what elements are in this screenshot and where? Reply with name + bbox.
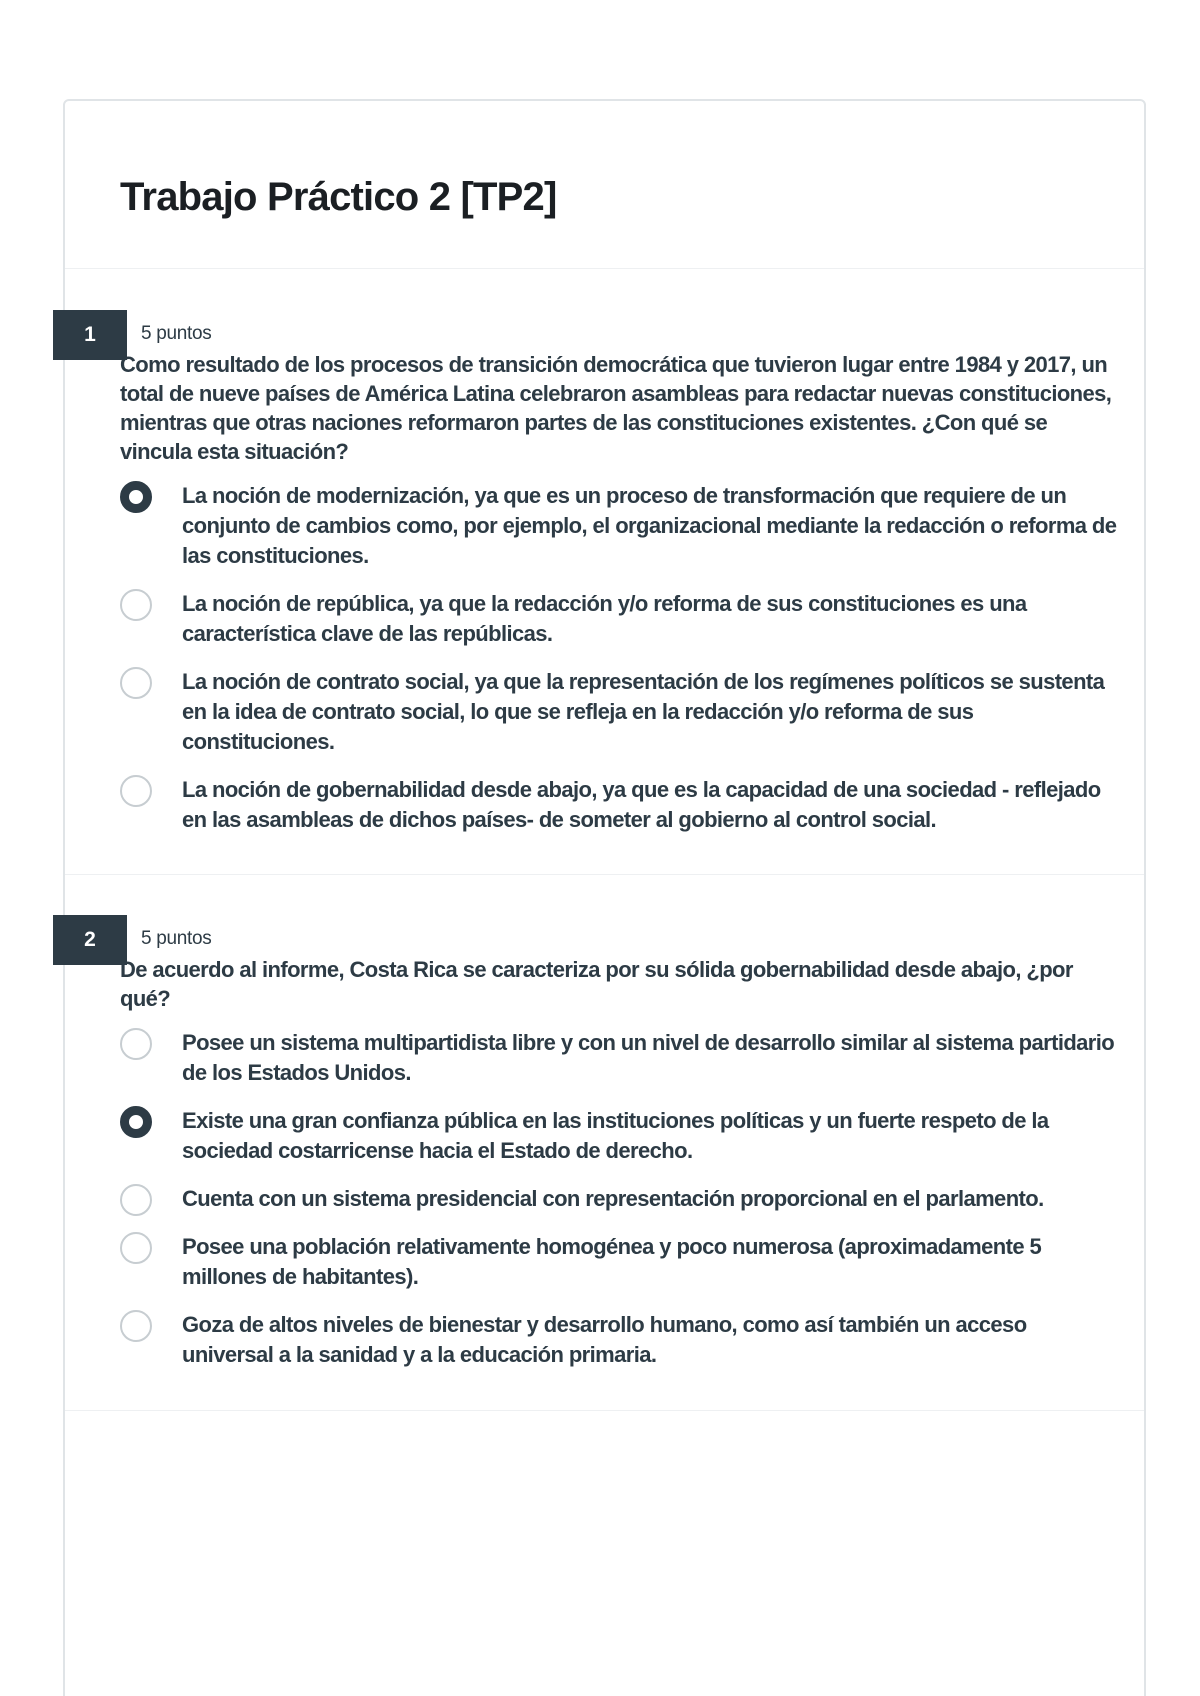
answer-list — [120, 481, 1120, 853]
question-text: De acuerdo al informe, Costa Rica se caracteriza por su sólida gobernabilidad desde abajo, ¿por qué? — [120, 957, 1073, 1011]
answer-text: La noción de república, ya que la redacción y/o reforma de sus constituciones es una característica clave de las repúblicas. — [182, 591, 1027, 646]
answer-option[interactable] — [120, 1232, 1120, 1292]
answer-option[interactable] — [120, 1028, 1120, 1088]
question-2 — [65, 875, 1144, 1411]
radio-button[interactable] — [120, 1310, 152, 1342]
answer-text: Posee una población relativamente homogénea y poco numerosa (aproximadamente 5 millones de habitantes). — [182, 1234, 1042, 1289]
radio-button[interactable] — [120, 1028, 152, 1060]
question-number-badge: 1 — [53, 310, 127, 360]
answer-text: Goza de altos niveles de bienestar y desarrollo humano, como así también un acceso universal a la sanidad y a la educación primaria. — [182, 1312, 1027, 1367]
answer-text: La noción de gobernabilidad desde abajo, ya que es la capacidad de una sociedad - reflejado en las asambleas de dichos países- de someter al gobierno al control social. — [182, 777, 1101, 832]
question-points: 5 puntos — [141, 323, 212, 344]
radio-button[interactable] — [120, 1184, 152, 1216]
question-number-badge: 2 — [53, 915, 127, 965]
question-text: Como resultado de los procesos de transición democrática que tuvieron lugar entre 1984 y 2017, un total de nueve países de América Latina celebraron asambleas para redactar nuevas constituciones, mientras que otras naciones reformaron partes de las constituciones existentes. ¿Con qué se vincula esta situación? — [120, 352, 1112, 464]
answer-list — [120, 1028, 1120, 1388]
radio-button[interactable] — [120, 589, 152, 621]
radio-button-selected[interactable] — [120, 481, 152, 513]
radio-button-selected[interactable] — [120, 1106, 152, 1138]
answer-option[interactable] — [120, 1310, 1120, 1370]
quiz-header — [65, 101, 1144, 269]
quiz-card — [63, 99, 1146, 1696]
answer-option[interactable] — [120, 589, 1120, 649]
question-1 — [65, 269, 1144, 875]
radio-button[interactable] — [120, 775, 152, 807]
quiz-title: Trabajo Práctico 2 [TP2] — [120, 175, 557, 219]
answer-option[interactable] — [120, 667, 1120, 757]
answer-text: Posee un sistema multipartidista libre y con un nivel de desarrollo similar al sistema partidario de los Estados Unidos. — [182, 1030, 1115, 1085]
radio-button[interactable] — [120, 1232, 152, 1264]
answer-text: Cuenta con un sistema presidencial con representación proporcional en el parlamento. — [182, 1186, 1044, 1211]
answer-text: La noción de modernización, ya que es un proceso de transformación que requiere de un conjunto de cambios como, por ejemplo, el organizacional mediante la redacción o reforma de las constituciones. — [182, 483, 1117, 568]
radio-button[interactable] — [120, 667, 152, 699]
answer-option[interactable] — [120, 1106, 1120, 1166]
answer-text: La noción de contrato social, ya que la representación de los regímenes políticos se sustenta en la idea de contrato social, lo que se refleja en la redacción y/o reforma de sus constituciones. — [182, 669, 1105, 754]
answer-text: Existe una gran confianza pública en las instituciones políticas y un fuerte respeto de la sociedad costarricense hacia el Estado de derecho. — [182, 1108, 1049, 1163]
answer-option[interactable] — [120, 481, 1120, 571]
answer-option[interactable] — [120, 1184, 1120, 1214]
question-points: 5 puntos — [141, 928, 212, 949]
answer-option[interactable] — [120, 775, 1120, 835]
